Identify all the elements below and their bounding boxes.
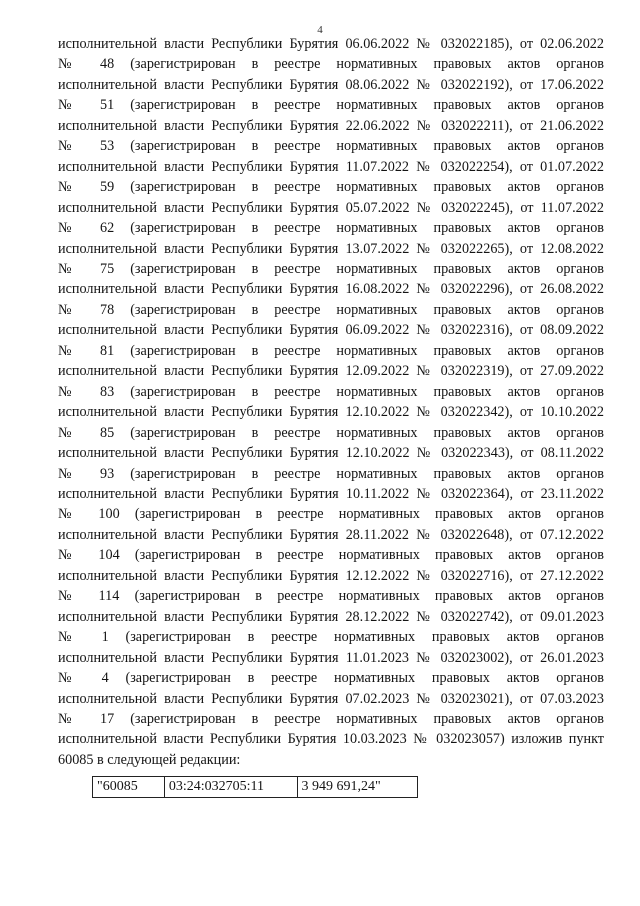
table-cell-item-number: "60085 [93,777,165,798]
text-line: исполнительной власти Республики Бурятия 13.07.2022 № 032022265), от 12.08.2022 [58,240,604,257]
text-line: исполнительной власти Республики Бурятия 16.08.2022 № 032022296), от 26.08.2022 [58,281,604,298]
text-line: исполнительной власти Республики Бурятия 07.02.2023 № 032023021), от 07.03.2023 [58,690,604,707]
text-line: исполнительной власти Республики Бурятия 06.09.2022 № 032022316), от 08.09.2022 [58,322,604,339]
text-line: № 78 (зарегистрирован в реестре нормативных правовых актов органов [58,301,604,318]
text-line: исполнительной власти Республики Бурятия 11.07.2022 № 032022254), от 01.07.2022 [58,158,604,175]
text-line: исполнительной власти Республики Бурятия 28.11.2022 № 032022648), от 07.12.2022 [58,526,604,543]
text-line: исполнительной власти Республики Бурятия 12.09.2022 № 032022319), от 27.09.2022 [58,363,604,380]
parcel-table [92,776,418,798]
text-line: № 85 (зарегистрирован в реестре нормативных правовых актов органов [58,424,604,441]
text-line: № 59 (зарегистрирован в реестре нормативных правовых актов органов [58,179,604,196]
text-line: № 48 (зарегистрирован в реестре нормативных правовых актов органов [58,56,604,73]
text-line: № 17 (зарегистрирован в реестре нормативных правовых актов органов [58,710,604,727]
text-line: № 104 (зарегистрирован в реестре нормативных правовых актов органов [58,547,604,564]
text-line: № 51 (зарегистрирован в реестре нормативных правовых актов органов [58,97,604,114]
table-row [93,777,418,798]
text-line: исполнительной власти Республики Бурятия 10.03.2023 № 032023057) изложив пункт [58,731,604,748]
text-line: № 1 (зарегистрирован в реестре нормативных правовых актов органов [58,629,604,646]
text-line: № 114 (зарегистрирован в реестре нормативных правовых актов органов [58,588,604,605]
text-line: исполнительной власти Республики Бурятия 12.10.2022 № 032022342), от 10.10.2022 [58,404,604,421]
text-line: № 4 (зарегистрирован в реестре нормативных правовых актов органов [58,670,604,687]
text-line: исполнительной власти Республики Бурятия 08.06.2022 № 032022192), от 17.06.2022 [58,76,604,93]
text-line: исполнительной власти Республики Бурятия 06.06.2022 № 032022185), от 02.06.2022 [58,36,604,52]
text-line: № 83 (зарегистрирован в реестре нормативных правовых актов органов [58,383,604,400]
table-cell-cadastral-number: 03:24:032705:11 [164,777,297,798]
text-line: исполнительной власти Республики Бурятия 12.10.2022 № 032022343), от 08.11.2022 [58,445,604,462]
text-line: № 93 (зарегистрирован в реестре нормативных правовых актов органов [58,465,604,482]
text-line: исполнительной власти Республики Бурятия 28.12.2022 № 032022742), от 09.01.2023 [58,608,604,625]
text-line: № 81 (зарегистрирован в реестре нормативных правовых актов органов [58,342,604,359]
text-line: № 53 (зарегистрирован в реестре нормативных правовых актов органов [58,138,604,155]
page-number: 4 [317,24,323,36]
text-line: 60085 в следующей редакции: [58,751,241,768]
text-line: № 100 (зарегистрирован в реестре нормативных правовых актов органов [58,506,604,523]
text-line: исполнительной власти Республики Бурятия 10.11.2022 № 032022364), от 23.11.2022 [58,485,604,502]
text-line: № 62 (зарегистрирован в реестре нормативных правовых актов органов [58,220,604,237]
text-line: исполнительной власти Республики Бурятия 11.01.2023 № 032023002), от 26.01.2023 [58,649,604,666]
text-line: исполнительной власти Республики Бурятия 22.06.2022 № 032022211), от 21.06.2022 [58,117,604,134]
text-line: исполнительной власти Республики Бурятия 05.07.2022 № 032022245), от 11.07.2022 [58,199,604,216]
table-cell-value: 3 949 691,24" [297,777,418,798]
text-line: исполнительной власти Республики Бурятия 12.12.2022 № 032022716), от 27.12.2022 [58,567,604,584]
text-line: № 75 (зарегистрирован в реестре нормативных правовых актов органов [58,260,604,277]
document-body [58,34,604,770]
